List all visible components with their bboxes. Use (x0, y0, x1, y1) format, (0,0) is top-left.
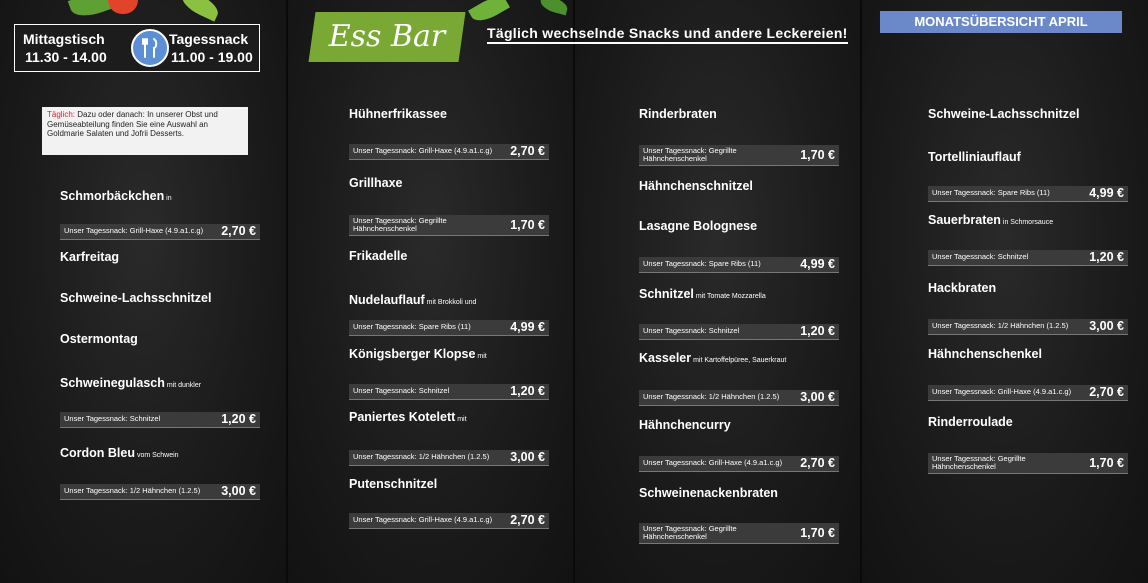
dish-name-text: Hähnchenschenkel (928, 347, 1042, 361)
tagessnack-text: Unser Tagessnack: Gegrillte Hähnchenschenkel (353, 216, 447, 233)
tagessnack-price: 1,20 € (800, 324, 835, 338)
entry-dish-name (349, 249, 407, 263)
entry-dish-name (928, 415, 1013, 429)
dish-name-text: Schweinenackenbraten (639, 486, 778, 500)
dish-name-suffix: mit Tomate Mozzarella (693, 293, 766, 300)
tagessnack-bar (928, 319, 1128, 335)
daily-note (42, 107, 248, 155)
dish-name-text: Rinderroulade (928, 415, 1013, 429)
tagessnack-bar (639, 257, 839, 273)
tagessnack-text: Unser Tagessnack: Grill-Haxe (4.9.a1.c.g) (353, 515, 493, 524)
tagessnack-text: Unser Tagessnack: 1/2 Hähnchen (1.2.5) (64, 486, 201, 495)
tagessnack-hours: 11.00 - 19.00 (171, 49, 253, 65)
fold-line (573, 0, 575, 583)
panel-4 (861, 0, 1148, 583)
dish-name-text: Tortelliniauflauf (928, 150, 1021, 164)
tagessnack-bar (349, 513, 549, 529)
mittagstisch-label: Mittagstisch (23, 31, 105, 47)
tagessnack-text: Unser Tagessnack: Schnitzel (643, 326, 740, 335)
opening-hours-box (14, 24, 260, 72)
tagessnack-text: Unser Tagessnack: Gegrillte Hähnchenschenkel (643, 524, 737, 541)
tagessnack-bar (639, 324, 839, 340)
tagessnack-text: Unser Tagessnack: Schnitzel (353, 386, 450, 395)
tagessnack-price: 3,00 € (221, 484, 256, 498)
entry-dish-name (349, 477, 437, 491)
mittagstisch-hours: 11.30 - 14.00 (25, 49, 107, 65)
tagessnack-bar (60, 412, 260, 428)
panel-2 (287, 0, 574, 583)
dish-name-text: Schweine-Lachsschnitzel (60, 291, 212, 305)
entry-dish-name (928, 347, 1042, 361)
tagessnack-bar (349, 450, 549, 466)
note-highlight: Täglich: (47, 110, 76, 119)
dish-name-text: Nudelauflauf (349, 293, 425, 307)
dish-name-suffix: mit Kartoffelpüree, Sauerkraut (691, 357, 787, 364)
entry-dish-name (928, 150, 1021, 164)
tagessnack-text: Unser Tagessnack: Spare Ribs (11) (353, 322, 471, 331)
entry-dish-name (639, 486, 778, 500)
entry-dish-name (639, 107, 717, 121)
entry-dish-name (60, 291, 211, 305)
dish-name-suffix: in Schmorsauce (1000, 219, 1054, 226)
dish-name-text: Kasseler (639, 351, 692, 365)
tagessnack-bar (639, 145, 839, 166)
tagessnack-bar (60, 484, 260, 500)
entry-dish-name (60, 250, 119, 264)
dish-name-text: Hähnchencurry (639, 418, 731, 432)
dish-name-text: Sauerbraten (928, 213, 1001, 227)
tagessnack-text: Unser Tagessnack: Schnitzel (64, 414, 161, 423)
entry-dish-name (639, 287, 766, 301)
dish-name-text: Hähnchenschnitzel (639, 179, 753, 193)
tagessnack-bar (349, 215, 549, 236)
entry-dish-name (60, 189, 172, 203)
tagessnack-price: 4,99 € (800, 257, 835, 271)
tagessnack-price: 1,70 € (800, 148, 835, 162)
tagessnack-price: 1,20 € (1089, 250, 1124, 264)
dish-name-suffix: mit (455, 416, 467, 423)
tagessnack-text: Unser Tagessnack: Gegrillte Hähnchenschenkel (932, 454, 1026, 471)
fold-line (860, 0, 862, 583)
entry-dish-name (349, 293, 476, 307)
dish-name-text: Schweinegulasch (60, 376, 165, 390)
cutlery-icon (131, 29, 169, 67)
dish-name-text: Ostermontag (60, 332, 138, 346)
tagessnack-bar (60, 224, 260, 240)
dish-name-text: Hühnerfrikassee (349, 107, 447, 121)
tagessnack-text: Unser Tagessnack: 1/2 Hähnchen (1.2.5) (932, 321, 1069, 330)
dish-name-text: Hackbraten (928, 281, 997, 295)
tagessnack-price: 1,70 € (800, 526, 835, 540)
tagessnack-text: Unser Tagessnack: 1/2 Hähnchen (1.2.5) (643, 392, 780, 401)
tagessnack-bar (639, 390, 839, 406)
entry-dish-name (60, 376, 201, 390)
tagessnack-bar (928, 186, 1128, 202)
dish-name-text: Karfreitag (60, 250, 120, 264)
entry-dish-name (928, 213, 1053, 227)
entry-dish-name (928, 281, 996, 295)
dish-name-suffix: mit Brokkoli und (424, 299, 477, 306)
tagessnack-bar (349, 320, 549, 336)
tagessnack-price: 4,99 € (1089, 186, 1124, 200)
tagessnack-bar (639, 523, 839, 544)
tagessnack-price: 1,20 € (221, 412, 256, 426)
dish-name-suffix: in (164, 195, 172, 202)
tagessnack-bar (349, 144, 549, 160)
ess-bar-logo (308, 12, 465, 62)
entry-dish-name (639, 219, 757, 233)
entry-dish-name (60, 446, 179, 460)
entry-dish-name (349, 410, 467, 424)
dish-name-text: Schweine-Lachsschnitzel (928, 107, 1080, 121)
entry-dish-name (639, 179, 753, 193)
tagessnack-label: Tagessnack (169, 31, 249, 47)
tagessnack-price: 2,70 € (221, 224, 256, 238)
logo-text: Ess Bar (328, 19, 446, 54)
dish-name-text: Königsberger Klopse (349, 347, 476, 361)
tagessnack-price: 1,70 € (510, 218, 545, 232)
dish-name-text: Grillhaxe (349, 176, 403, 190)
tagessnack-bar (639, 456, 839, 472)
dish-name-suffix: mit (475, 353, 487, 360)
entry-dish-name (60, 332, 138, 346)
tagessnack-price: 4,99 € (510, 320, 545, 334)
tagessnack-text: Unser Tagessnack: Grill-Haxe (4.9.a1.c.g) (353, 146, 493, 155)
tagessnack-text: Unser Tagessnack: Grill-Haxe (4.9.a1.c.g) (64, 226, 204, 235)
tagessnack-text: Unser Tagessnack: Grill-Haxe (4.9.a1.c.g) (932, 387, 1072, 396)
tagessnack-bar (928, 385, 1128, 401)
entry-dish-name (639, 351, 786, 365)
note-text: Dazu oder danach: In unserer Obst und Gemüseabteilung finden Sie eine Auswahl an Goldmarie Salaten und Jofrii Desserts. (47, 110, 218, 138)
fold-line (286, 0, 288, 583)
tagessnack-price: 3,00 € (1089, 319, 1124, 333)
month-title: MONATSÜBERSICHT APRIL (880, 11, 1122, 33)
tagessnack-price: 1,20 € (510, 384, 545, 398)
dish-name-text: Frikadelle (349, 249, 408, 263)
tagessnack-price: 3,00 € (510, 450, 545, 464)
tagessnack-text: Unser Tagessnack: Schnitzel (932, 252, 1029, 261)
entry-dish-name (928, 107, 1079, 121)
entry-dish-name (349, 176, 403, 190)
tagessnack-text: Unser Tagessnack: 1/2 Hähnchen (1.2.5) (353, 452, 490, 461)
tagessnack-bar (928, 453, 1128, 474)
entry-dish-name (349, 347, 487, 361)
dish-name-text: Rinderbraten (639, 107, 717, 121)
tagessnack-price: 2,70 € (800, 456, 835, 470)
tagessnack-price: 1,70 € (1089, 456, 1124, 470)
tagessnack-price: 2,70 € (510, 144, 545, 158)
tagessnack-price: 3,00 € (800, 390, 835, 404)
tagessnack-text: Unser Tagessnack: Spare Ribs (11) (932, 188, 1050, 197)
tagessnack-bar (349, 384, 549, 400)
dish-name-text: Cordon Bleu (60, 446, 135, 460)
tagline: Täglich wechselnde Snacks und andere Leckereien! (487, 25, 848, 44)
tagessnack-bar (928, 250, 1128, 266)
tagessnack-text: Unser Tagessnack: Spare Ribs (11) (643, 259, 761, 268)
dish-name-suffix: mit dunkler (164, 382, 202, 389)
tagessnack-text: Unser Tagessnack: Grill-Haxe (4.9.a1.c.g) (643, 458, 783, 467)
dish-name-text: Schnitzel (639, 287, 694, 301)
tagessnack-price: 2,70 € (1089, 385, 1124, 399)
dish-name-text: Lasagne Bolognese (639, 219, 758, 233)
entry-dish-name (349, 107, 447, 121)
entry-dish-name (639, 418, 731, 432)
dish-name-text: Schmorbäckchen (60, 189, 165, 203)
tagessnack-text: Unser Tagessnack: Gegrillte Hähnchenschenkel (643, 146, 737, 163)
dish-name-suffix: vom Schwein (135, 452, 179, 459)
dish-name-text: Putenschnitzel (349, 477, 438, 491)
tagessnack-price: 2,70 € (510, 513, 545, 527)
dish-name-text: Paniertes Kotelett (349, 410, 456, 424)
